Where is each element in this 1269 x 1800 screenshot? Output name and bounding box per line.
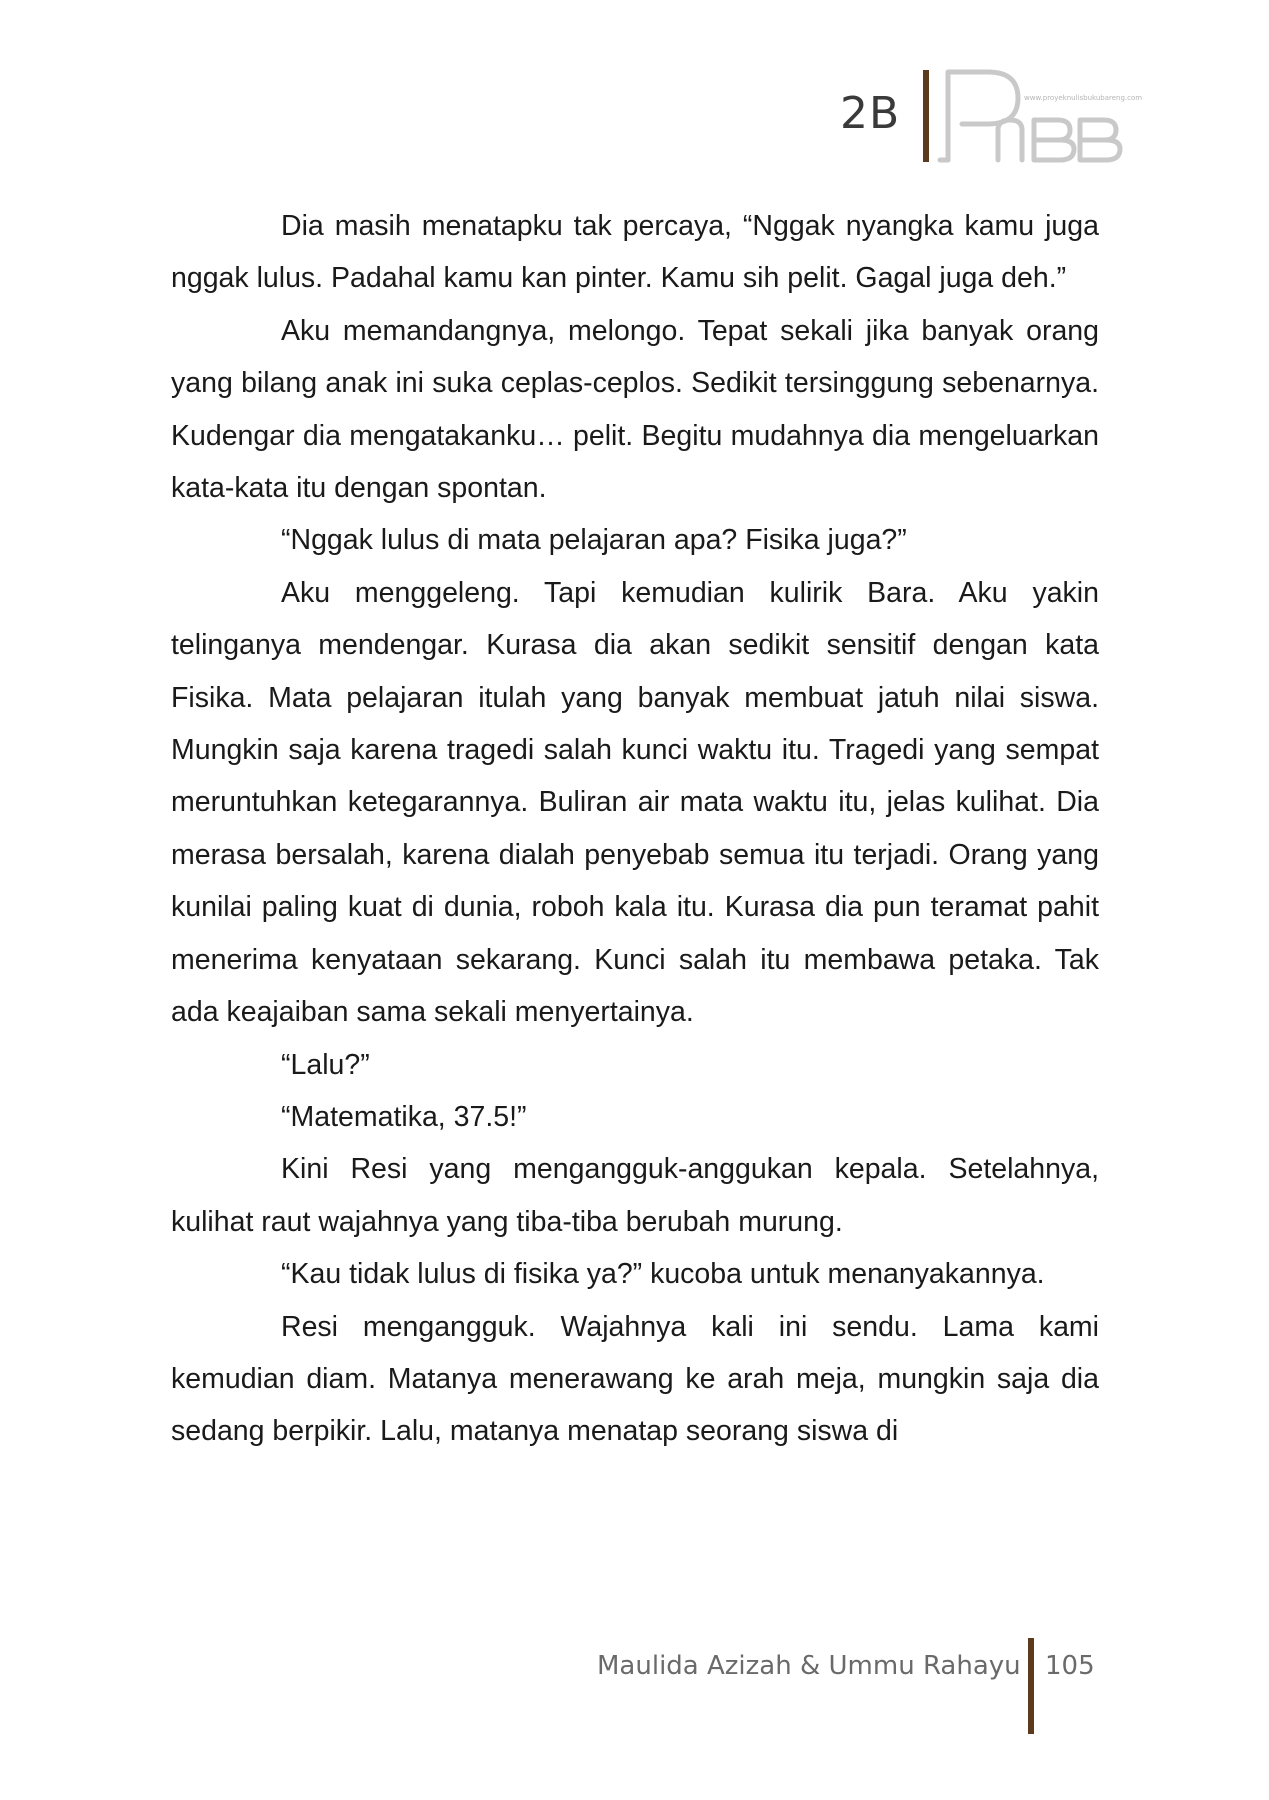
paragraph: “Nggak lulus di mata pelajaran apa? Fisika juga?” bbox=[281, 524, 907, 557]
page-number: 105 bbox=[1045, 1651, 1095, 1681]
logo-url: www.proyeknulisbukubareng.com bbox=[1024, 94, 1143, 102]
paragraph: “Matematika, 37.5!” bbox=[281, 1100, 527, 1133]
paragraph: “Lalu?” bbox=[281, 1048, 370, 1081]
footer-divider bbox=[1028, 1638, 1034, 1734]
paragraph: Aku memandangnya, melongo. Tepat sekali jika banyak orang yang bilang anak ini suka ceplas-ceplos. Sedikit tersinggung sebenarnya. Kudengar dia mengatakanku… pelit. Begitu mudahnya dia mengeluarkan kata-kata itu dengan spontan. bbox=[171, 314, 1099, 505]
paragraph: Resi mengangguk. Wajahnya kali ini sendu. Lama kami kemudian diam. Matanya menerawang ke arah meja, mungkin saja dia sedang berpikir. Lalu, matanya menatap seorang siswa di bbox=[171, 1310, 1099, 1448]
footer-authors: Maulida Azizah & Ummu Rahayu bbox=[597, 1651, 1021, 1681]
paragraph: Aku menggeleng. Tapi kemudian kulirik Bara. Aku yakin telinganya mendengar. Kurasa dia akan sedikit sensitif dengan kata Fisika. Mata pelajaran itulah yang banyak membuat jatuh nilai siswa. Mungkin saja karena tragedi salah kunci waktu itu. Tragedi yang sempat meruntuhkan ketegarannya. Buliran air mata waktu itu, jelas kulihat. Dia merasa bersalah, karena dialah penyebab semua itu terjadi. Orang yang kunilai paling kuat di dunia, roboh kala itu. Kurasa dia pun teramat pahit menerima kenyataan sekarang. Kunci salah itu membawa petaka. Tak ada keajaiban sama sekali menyertainya. bbox=[171, 576, 1099, 1029]
header-divider bbox=[923, 70, 929, 162]
paragraph: Kini Resi yang mengangguk-anggukan kepala. Setelahnya, kulihat raut wajahnya yang tiba-tiba berubah murung. bbox=[171, 1153, 1099, 1238]
chapter-title: 2B bbox=[840, 88, 901, 139]
body-text bbox=[171, 200, 1099, 1458]
paragraph: Dia masih menatapku tak percaya, “Nggak nyangka kamu juga nggak lulus. Padahal kamu kan pinter. Kamu sih pelit. Gagal juga deh.” bbox=[171, 210, 1099, 295]
paragraph: “Kau tidak lulus di fisika ya?” kucoba untuk menanyakannya. bbox=[281, 1258, 1045, 1291]
pnbb-logo bbox=[936, 64, 1143, 168]
